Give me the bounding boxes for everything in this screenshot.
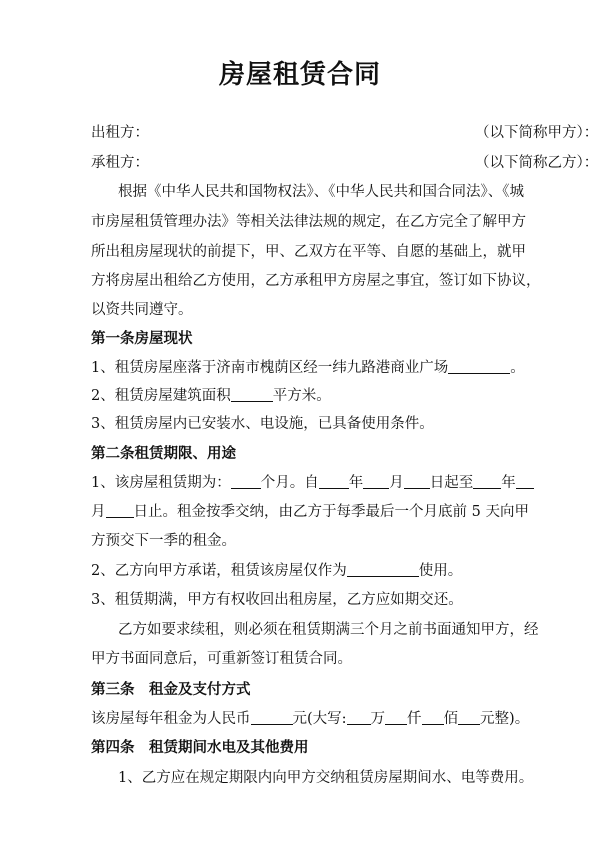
text: 2、乙方向甲方承诺，租赁该房屋仅作为 [91,563,347,579]
article1-item2 [91,386,521,406]
fill-blank [422,710,444,725]
lessor-line [91,123,599,143]
article2-line7: 甲方书面同意后，可重新签订租赁合同。 [91,651,352,667]
article2-line1 [91,473,521,493]
article2-line6: 乙方如要求续租，则必须在租赁期满三个月之前书面通知甲方，经 [118,622,539,638]
fill-blank [231,387,273,402]
fill-blank [458,710,480,725]
lessor-label: 出租方： [91,125,149,141]
preamble-line: 所出租房屋现状的前提下，甲、乙双方在平等、自愿的基础上，就甲 [91,244,526,260]
text: 1、该房屋租赁期为： [91,475,231,491]
text: 个月。自 [260,475,319,491]
fill-blank [106,503,134,518]
article1-item1 [91,358,525,378]
lessor-note: （以下简称甲方）： [475,125,599,141]
document-title: 房屋租赁合同 [218,60,381,90]
article2-line2 [91,502,529,522]
text: 月 [389,475,404,491]
preamble-line: 方将房屋出租给乙方使用，乙方承租甲方房屋之事宜，签订如下协议， [91,273,541,289]
lessee-line [91,153,599,173]
text: 年 [348,475,364,491]
fill-blank [448,359,510,374]
lessee-label: 承租方： [91,155,149,171]
text: 该房屋每年租金为人民币 [91,711,251,727]
article2-line3: 方预交下一季的租金。 [91,533,236,549]
preamble-line: 以资共同遵守。 [91,302,193,318]
fill-blank [251,710,293,725]
text: 佰 [443,711,459,727]
text: 。 [510,360,525,376]
article3-line1 [91,709,530,729]
text: 1、租赁房屋座落于济南市槐荫区经一纬九路港商业广场 [91,360,449,376]
text: 仟 [407,711,422,727]
article1-heading: 第一条房屋现状 [91,331,193,347]
article1-item3: 3、租赁房屋内已安装水、电设施，已具备使用条件。 [91,416,434,432]
preamble-line: 市房屋租赁管理办法》等相关法律法规的规定，在乙方完全了解甲方 [91,214,526,230]
text: 年 [501,475,516,491]
article4-heading: 第四条 租赁期间水电及其他费用 [91,740,309,756]
fill-blank [347,710,371,725]
article3-heading: 第三条 租金及支付方式 [91,682,251,698]
text: 万 [370,711,386,727]
fill-blank [516,474,534,489]
article2-line5: 3、租赁期满，甲方有权收回出租房屋，乙方应如期交还。 [91,592,463,608]
preamble-line: 根据《中华人民共和国物权法》、《中华人民共和国合同法》、《城 [118,184,524,200]
text: 使用。 [418,563,463,579]
text: 2、租赁房屋建筑面积 [91,388,231,404]
text: 月 [91,504,106,520]
fill-blank [347,562,419,577]
fill-blank [363,474,389,489]
text: 日起至 [429,475,474,491]
text: 平方米。 [272,388,331,404]
lessee-note: （以下简称乙方）： [475,155,599,171]
fill-blank [473,474,501,489]
text: 日止。租金按季交纳，由乙方于每季最后一个月底前 5 天向甲 [133,504,529,520]
fill-blank [231,474,261,489]
fill-blank [385,710,407,725]
article2-heading: 第二条租赁期限、用途 [91,446,236,462]
fill-blank [404,474,430,489]
article2-line4 [91,561,521,581]
article4-line1: 1、乙方应在规定期限内向甲方交纳租赁房屋期间水、电等费用。 [118,770,534,786]
text: 元(大写: [292,711,347,727]
text: 元整)。 [480,711,530,727]
fill-blank [319,474,349,489]
